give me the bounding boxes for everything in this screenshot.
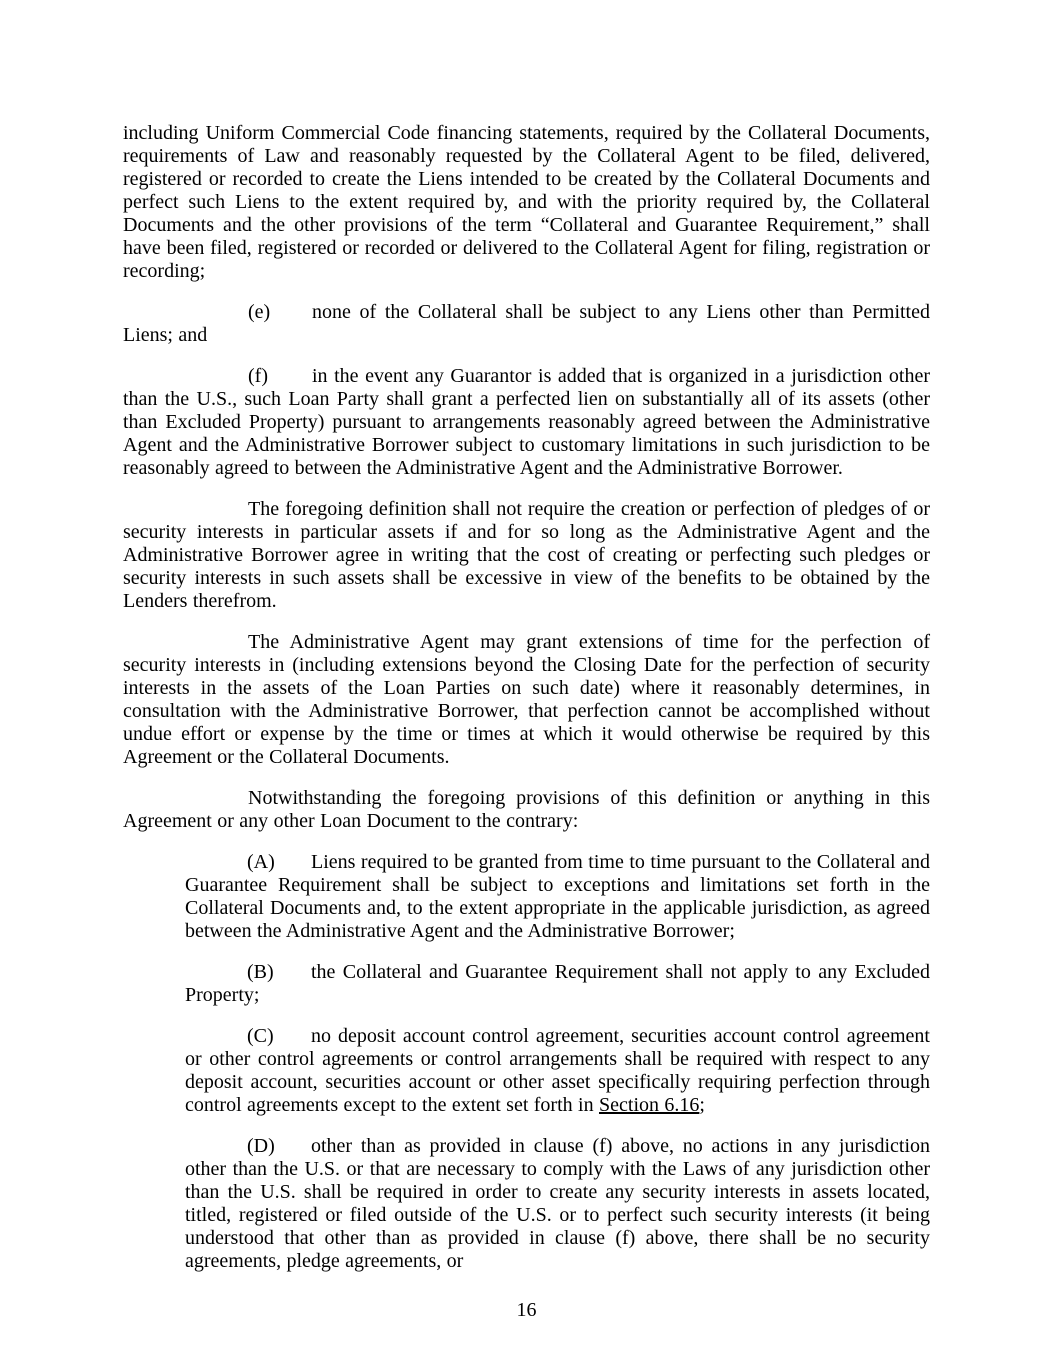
clause-C: [185, 1025, 930, 1117]
clause-f-text: in the event any Guarantor is added that is organized in a jurisdiction other than the U.S., such Loan Party shall grant a perfected lien on substantially all of its assets (other than Excluded Property) pursuant to arrangements reasonably agreed between the Administrative Agent and the Administrative Borrower subject to customary limitations in such jurisdiction to be reasonably agreed to between the Administrative Agent and the Administrative Borrower.: [123, 365, 930, 479]
clause-e-label: (e): [248, 301, 271, 323]
clause-B-text: the Collateral and Guarantee Requirement shall not apply to any Excluded Property;: [185, 961, 930, 1006]
clause-D: [185, 1135, 930, 1273]
paragraph-intro: [123, 122, 930, 283]
paragraph-extensions: [123, 631, 930, 769]
clause-D-text: other than as provided in clause (f) above, no actions in any jurisdiction other than the U.S. or that are necessary to comply with the Laws of any jurisdiction other than the U.S. shall be required in order to create any security interests in assets located, titled, registered or filed outside of the U.S. or to perfect such security interests (it being understood that other than as provided in clause (f) above, there shall be no security agreements, pledge agreements, or: [185, 1135, 930, 1272]
clause-e-text: none of the Collateral shall be subject to any Liens other than Permitted Liens; and: [123, 301, 930, 346]
clause-B: [185, 961, 930, 1007]
paragraph-foregoing: [123, 498, 930, 613]
clause-B-label: (B): [247, 961, 274, 983]
clause-A: [185, 851, 930, 943]
paragraph-intro-text: including Uniform Commercial Code financing statements, required by the Collateral Documents, requirements of Law and reasonably requested by the Collateral Agent to be filed, delivered, registered or recorded to create the Liens intended to be created by the Collateral Documents and perfect such Liens to the extent required by, and with the priority required by, the Collateral Documents and the other provisions of the term “Collateral and Guarantee Requirement,” shall have been filed, registered or recorded or delivered to the Collateral Agent for filing, registration or recording;: [123, 122, 930, 282]
clause-C-label: (C): [247, 1025, 274, 1047]
paragraph-notwithstanding: [123, 787, 930, 833]
clause-D-label: (D): [247, 1135, 275, 1157]
page-number: 16: [516, 1299, 537, 1321]
page-content: [123, 122, 930, 1322]
clause-A-text: Liens required to be granted from time to time pursuant to the Collateral and Guarantee Requirement shall be subject to exceptions and limitations set forth in the Collateral Documents and, to the extent appropriate in the applicable jurisdiction, as agreed between the Administrative Agent and the Administrative Borrower;: [185, 851, 930, 942]
paragraph-notwithstanding-text: Notwithstanding the foregoing provisions of this definition or anything in this Agreement or any other Loan Document to the contrary:: [123, 787, 930, 832]
paragraph-extensions-text: The Administrative Agent may grant extensions of time for the perfection of security interests in (including extensions beyond the Closing Date for the perfection of security interests in the assets of the Loan Parties on such date) where it reasonably determines, in consultation with the Administrative Borrower, that perfection cannot be accomplished without undue effort or expense by the time or times at which it would otherwise be required by this Agreement or the Collateral Documents.: [123, 631, 930, 768]
paragraph-foregoing-text: The foregoing definition shall not require the creation or perfection of pledges of or security interests in particular assets if and for so long as the Administrative Agent and the Administrative Borrower agree in writing that the cost of creating or perfecting such pledges or security interests in such assets shall be excessive in view of the benefits to be obtained by the Lenders therefrom.: [123, 498, 930, 612]
clause-f-label: (f): [248, 365, 268, 387]
clause-e: [123, 301, 930, 347]
clause-C-text-before: no deposit account control agreement, securities account control agreement or other control agreements or control arrangements shall be required with respect to any deposit account, securities account or other asset specifically requiring perfection through control agreements except to the extent set forth in: [185, 1025, 930, 1116]
section-6-16-reference: Section 6.16: [599, 1094, 700, 1116]
clause-C-text-after: ;: [699, 1094, 705, 1116]
clause-A-label: (A): [247, 851, 275, 873]
clause-f: [123, 365, 930, 480]
